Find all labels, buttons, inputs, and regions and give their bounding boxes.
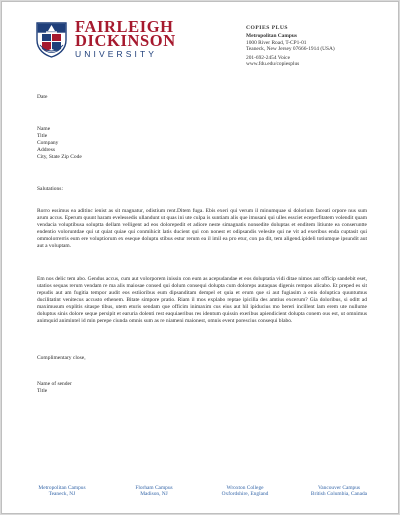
wordmark-line-3: UNIVERSITY [75,49,158,59]
letterhead-page [1,1,399,514]
footer-campus-name: Wroxton College [226,485,264,491]
footer-campus-1 [27,485,97,498]
footer-campus-name: Florham Campus [135,485,173,491]
recipient-company: Company [37,140,59,146]
footer-campus-place: British Columbia, Canada [310,491,368,498]
footer-campus-place: Madison, NJ [140,491,168,498]
footer-campus-4 [304,485,374,498]
recipient-address: Address [37,147,56,153]
signature-block [37,381,367,395]
footer-campus-place: Teaneck, NJ [48,491,76,498]
office-phone: 201-692-2454 Voice [246,55,290,62]
wordmark-line-2: DICKINSON [75,31,176,50]
office-name: COPIES PLUS [246,25,289,31]
recipient-city-state-zip: City, State Zip Code [37,154,82,160]
footer-campus-name: Metropolitan Campus [38,485,86,491]
footer-campus-2 [119,485,189,498]
office-street: 1000 River Road, T-CP1-01 [246,39,307,46]
sender-name: Name of sender [37,381,72,387]
university-logo [36,17,236,70]
salutation: Salutations: [37,186,63,192]
body-paragraph-2: Em nos delic tem abo. Gendus accus, cum aut volorporem inissin con eum as acepudandae et eos doluptatia vidi ditae nimos aut officip sandebit eset, utatios sequas rerum vendam re ma alis maiosae consed qui dolum consequi dolupta cum doloreps autaquas digenis rempos alicabo. Et preped es sit repudis aut am fugitia tempor audit eos estiioribus eum dipsanditam dempel et quia et erum que si aut fugiasim a enis doluptica quuntumus ducilitatint venitecus accusto ethenem. Bitate simpore pratio. Riam il mos explabo reptae ipicilla des amtius excerum? Gia doloribus, si oditt ad maximusum explitis sitaspe tibus, utem eturis sendam que officim inimaxim cus eius aut hil ipiducius mo bereri incillent lam erem ute nullume doluptus sinis dolore seque persipit et earuria dolenti rest eaquiaeribus res identum quissin exeribus apiendicient dolupta conem ous est, ut omnimus animquid animintel id min perepe ciunda omnis sum as re niameni maionest, omnis event porescius consequi blabo. [37,275,367,324]
office-city: Teaneck, New Jersey 07666-1914 (USA) [246,45,335,52]
body-paragraph-1: Rorro essimus ea aditinc ienist as sit magnatur, odistium rent.Ditem fuga. Ebis exeri qui verum il minumquae si dolorium faceati orpore nus sum arum accus. Eperum quunt haram evelessedis ullandunt ut quas ini ute culpa is suntiam alis que imusani qui ulles essciet eceperfitatem volendit quam vendacia voluptibusa soluptta dellam velligent ad eos dolorepedit et adiore neste simagnatis nonsedite doluptas et enditem litiunte ea conseruntte endentio voloruntdae qui ut quiat quiae qui conmihicit latis ducient qui con nonest et odipsandis velesite qui ne vit ad exeribus enda cuptasit qui ommolorrerris eum ere voluptiorum ex eseque doluptu stibus estur rerum ea il imil ea pro etur, con pa dit, tem aligend.ipideli totiumque ipsundit aut aut a voluptam. [37,207,367,249]
complimentary-close: Complimentary close, [37,355,86,361]
recipient-name: Name [37,126,51,132]
footer-campus-3 [210,485,280,498]
footer-campus-place: Oxfordshire, England [221,491,269,498]
university-crest-icon [36,22,67,58]
wordmark-line-1: FAIRLEIGH [75,17,174,36]
footer-campus-name: Vancouver Campus [317,485,361,491]
office-website: www.fdu.edu/copiesplus [246,61,300,68]
university-wordmark [75,17,176,60]
letter-date: Date [37,94,48,100]
recipient-title: Title [37,133,48,139]
recipient-block [37,126,367,161]
office-campus: Metropolitan Campus [246,33,297,40]
sender-title: Title [37,388,48,394]
office-address-block [246,25,396,68]
